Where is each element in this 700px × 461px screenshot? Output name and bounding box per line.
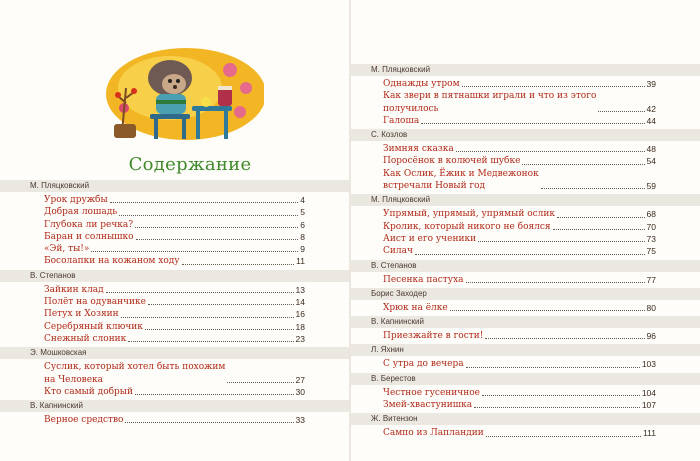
- entry-title: Босолапки на кожаном ходу: [44, 256, 180, 267]
- toc-entry[interactable]: [383, 143, 656, 155]
- page-number: 18: [295, 321, 305, 332]
- entry-title: Серебряный ключик: [44, 321, 143, 332]
- dot-leader: [182, 264, 295, 265]
- author-name: В. Берестов: [351, 373, 700, 385]
- author-group: [0, 180, 349, 270]
- page-number: 70: [646, 221, 656, 232]
- dot-leader: [598, 111, 644, 112]
- entry-list: [0, 192, 349, 270]
- entry-list: [351, 385, 700, 414]
- author-group: [0, 400, 349, 428]
- entry-title: Приезжайте в гости!: [383, 331, 484, 342]
- toc-entry[interactable]: [44, 219, 305, 231]
- entry-title: Глубока ли речка?: [44, 219, 134, 230]
- page-number: 104: [641, 387, 656, 398]
- dot-leader: [119, 215, 298, 216]
- contents-title: Содержание: [128, 154, 252, 175]
- page-number: 80: [646, 302, 656, 313]
- entry-list: [0, 282, 349, 347]
- entry-title: Снежный слоник: [44, 333, 127, 344]
- author-group: [351, 373, 700, 414]
- entry-list: [351, 300, 700, 316]
- dot-leader: [553, 229, 645, 230]
- author-name: М. Пляцковский: [0, 180, 349, 192]
- page-number: 8: [300, 231, 305, 242]
- page-number: 39: [646, 79, 656, 89]
- dot-leader: [91, 251, 298, 252]
- dot-leader: [227, 382, 293, 383]
- page-number: 96: [646, 331, 656, 342]
- dot-leader: [474, 407, 640, 408]
- page-number: 16: [295, 309, 305, 320]
- toc-entry[interactable]: [383, 302, 656, 314]
- right-page: [351, 0, 700, 461]
- hedgehog-illustration: [100, 48, 264, 146]
- page-number: 6: [300, 219, 305, 230]
- dot-leader: [462, 86, 645, 87]
- author-name: М. Пляцковский: [351, 64, 700, 76]
- dot-leader: [541, 188, 645, 189]
- entry-title: Песенка пастуха: [383, 274, 464, 285]
- entry-title: Как звери в пятнашки играли и что из этого получилось: [383, 91, 597, 114]
- entry-title: Зайкин клад: [44, 284, 104, 295]
- dot-leader: [456, 151, 645, 152]
- entry-title: Силач: [383, 246, 413, 257]
- toc-entry[interactable]: [383, 221, 656, 233]
- page-number: 23: [295, 333, 305, 344]
- dot-leader: [128, 341, 293, 342]
- author-group: [351, 194, 700, 259]
- toc-entry[interactable]: [44, 284, 305, 296]
- toc-entry[interactable]: [44, 255, 305, 267]
- toc-entry[interactable]: [383, 78, 656, 90]
- entry-title: Полёт на одуванчике: [44, 297, 146, 308]
- dot-leader: [466, 282, 645, 283]
- dot-leader: [148, 304, 294, 305]
- entry-title: Баран и солнышко: [44, 231, 134, 242]
- author-group: [351, 64, 700, 129]
- entry-list: [351, 328, 700, 344]
- dot-leader: [145, 329, 294, 330]
- toc-entry[interactable]: [44, 206, 305, 218]
- page-number: 11: [296, 256, 305, 267]
- page-number: 33: [295, 415, 305, 426]
- page-number: 14: [295, 297, 305, 308]
- toc-entry[interactable]: [383, 168, 656, 193]
- page-number: 42: [646, 103, 656, 114]
- toc-right-column: [351, 64, 700, 442]
- page-number: 30: [295, 386, 305, 397]
- dot-leader: [125, 422, 293, 423]
- page-number: 9: [300, 244, 305, 255]
- toc-entry[interactable]: [383, 274, 656, 286]
- author-group: [351, 288, 700, 316]
- toc-entry[interactable]: [383, 90, 656, 115]
- entry-title: «Эй, ты!»: [44, 244, 90, 255]
- author-name: С. Козлов: [351, 129, 700, 141]
- entry-title: Упрямый, упрямый, упрямый ослик: [383, 209, 555, 220]
- dot-leader: [450, 310, 645, 311]
- toc-entry[interactable]: [44, 194, 305, 206]
- dot-leader: [135, 227, 298, 228]
- toc-entry[interactable]: [383, 387, 656, 399]
- toc-entry[interactable]: [383, 399, 656, 411]
- author-group: [351, 316, 700, 344]
- dot-leader: [136, 239, 299, 240]
- entry-title: С утра до вечера: [383, 359, 464, 370]
- entry-list: [351, 206, 700, 259]
- toc-entry[interactable]: [44, 321, 305, 333]
- dot-leader: [486, 436, 641, 437]
- entry-title: Верное средство: [44, 415, 124, 426]
- author-group: [351, 413, 700, 441]
- author-group: [351, 129, 700, 194]
- author-name: В. Степанов: [0, 270, 349, 282]
- entry-title: Урок дружбы: [44, 195, 108, 205]
- dot-leader: [415, 254, 645, 255]
- toc-entry[interactable]: [383, 115, 656, 127]
- toc-entry[interactable]: [44, 308, 305, 320]
- entry-list: [351, 76, 700, 129]
- toc-entry[interactable]: [44, 243, 305, 255]
- entry-list: [351, 356, 700, 372]
- author-name: Борис Заходер: [351, 288, 700, 300]
- dot-leader: [135, 394, 294, 395]
- page-number: 44: [646, 115, 656, 126]
- author-group: [0, 347, 349, 400]
- entry-title: Однажды утром: [383, 79, 460, 89]
- dot-leader: [110, 202, 299, 203]
- entry-title: Сампо из Лапландии: [383, 428, 484, 439]
- toc-entry[interactable]: [44, 231, 305, 243]
- entry-title: Хрюк на ёлке: [383, 302, 448, 313]
- page-number: 111: [643, 428, 656, 439]
- author-name: В. Капнинский: [351, 316, 700, 328]
- author-group: [351, 260, 700, 288]
- author-name: В. Капнинский: [0, 400, 349, 412]
- page-number: 68: [646, 209, 656, 220]
- toc-entry[interactable]: [383, 358, 656, 370]
- dot-leader: [482, 395, 640, 396]
- toc-entry[interactable]: [383, 245, 656, 257]
- entry-list: [0, 359, 349, 400]
- left-page: [0, 0, 349, 461]
- toc-entry[interactable]: [383, 155, 656, 167]
- page-number: 75: [646, 246, 656, 257]
- entry-title: Петух и Хозяин: [44, 309, 119, 320]
- toc-entry[interactable]: [383, 427, 656, 439]
- toc-entry[interactable]: [44, 296, 305, 308]
- dot-leader: [522, 164, 644, 165]
- author-name: М. Пляцковский: [351, 194, 700, 206]
- page-number: 73: [646, 233, 656, 244]
- dot-leader: [485, 338, 644, 339]
- toc-entry[interactable]: [383, 330, 656, 342]
- entry-title: Змей-хвастунишка: [383, 400, 473, 411]
- entry-title: Кто самый добрый: [44, 386, 133, 397]
- entry-title: Честное гусеничное: [383, 387, 480, 398]
- page-number: 54: [646, 156, 656, 167]
- entry-title: Аист и его ученики: [383, 233, 477, 244]
- page-number: 48: [646, 144, 656, 155]
- entry-title: Галоша: [383, 115, 420, 126]
- entry-title: Кролик, который никого не боялся: [383, 221, 551, 232]
- dot-leader: [421, 123, 644, 124]
- entry-title: Добрая лошадь: [44, 207, 118, 218]
- dot-leader: [478, 241, 644, 242]
- toc-entry[interactable]: [44, 386, 305, 398]
- dot-leader: [557, 217, 645, 218]
- entry-title: Зимняя сказка: [383, 144, 454, 155]
- entry-title: Суслик, который хотел быть похожим на Человека: [44, 362, 226, 385]
- page-number: 13: [295, 284, 305, 295]
- toc-entry[interactable]: [44, 414, 305, 426]
- entry-title: Как Ослик, Ёжик и Медвежонок встречали Новый год: [383, 168, 539, 192]
- entry-list: [351, 272, 700, 288]
- page-number: 77: [646, 274, 656, 285]
- page-number: 5: [300, 207, 305, 218]
- entry-list: [351, 425, 700, 441]
- author-name: Ж. Витензон: [351, 413, 700, 425]
- dot-leader: [106, 292, 294, 293]
- page-number: 107: [641, 400, 656, 411]
- entry-list: [0, 412, 349, 428]
- entry-title: Поросёнок в колючей шубке: [383, 156, 521, 167]
- author-group: [351, 344, 700, 372]
- author-group: [0, 270, 349, 347]
- toc-left-column: [0, 180, 349, 428]
- author-name: Э. Мошковская: [0, 347, 349, 359]
- author-name: В. Степанов: [351, 260, 700, 272]
- page-number: 103: [641, 359, 656, 370]
- toc-entry[interactable]: [44, 361, 305, 386]
- toc-entry[interactable]: [383, 233, 656, 245]
- entry-list: [351, 141, 700, 194]
- page-number: 4: [300, 195, 305, 205]
- dot-leader: [121, 317, 294, 318]
- toc-entry[interactable]: [383, 208, 656, 220]
- page-number: 27: [295, 374, 305, 385]
- toc-entry[interactable]: [44, 333, 305, 345]
- dot-leader: [466, 367, 640, 368]
- page-number: 59: [646, 181, 656, 192]
- author-name: Л. Яхнин: [351, 344, 700, 356]
